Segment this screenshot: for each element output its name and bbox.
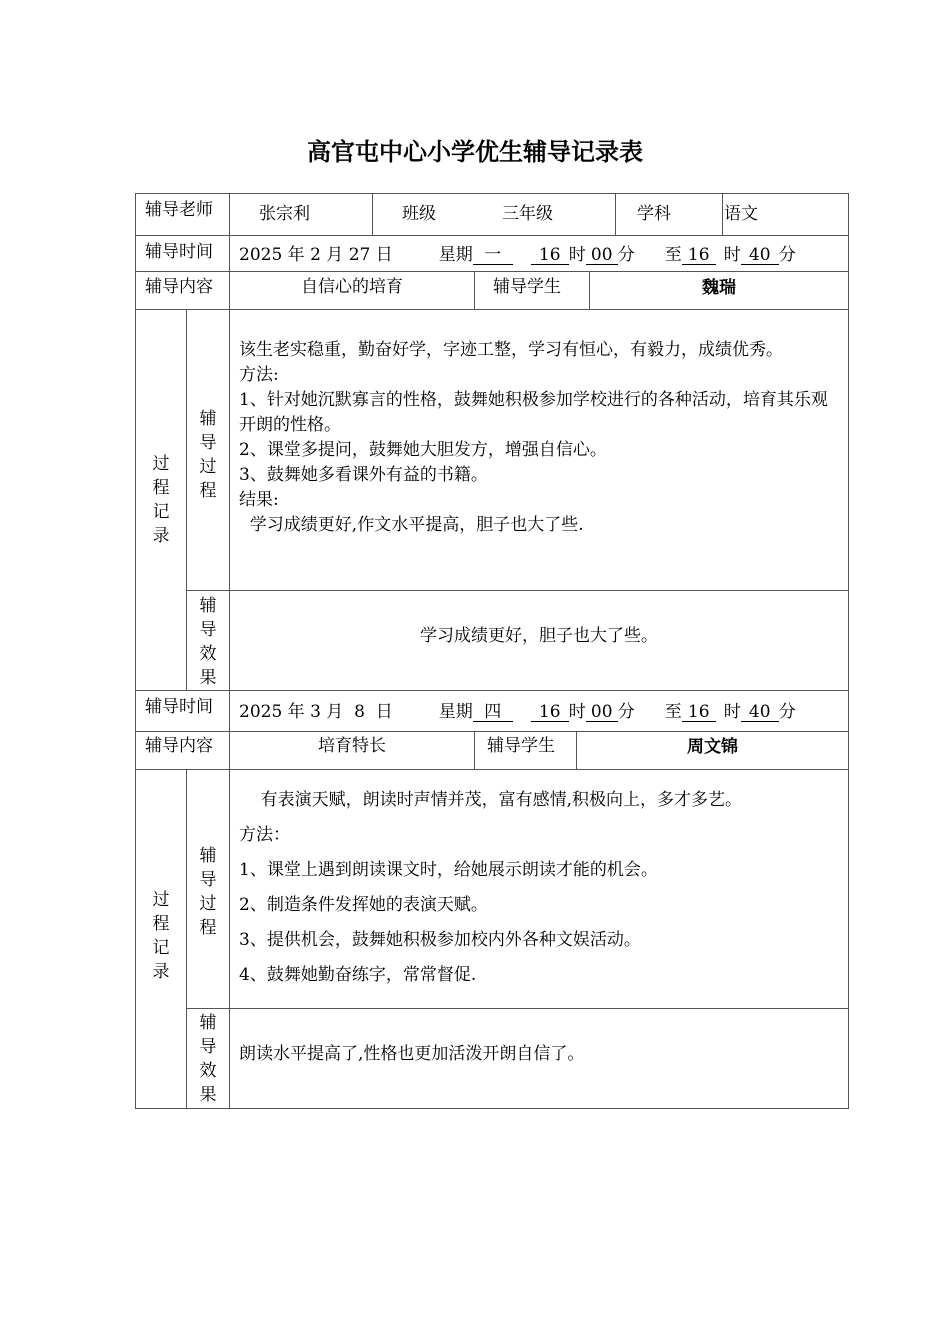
time-row-2 (239, 702, 796, 722)
subject-value: 语文 (724, 204, 758, 224)
content-label-1: 辅导内容 (145, 277, 213, 297)
class-label: 班级 (402, 204, 436, 224)
end-min-2: 40 (741, 703, 779, 722)
process-group-label-2: 过程记录 (152, 890, 170, 982)
teacher-name: 张宗利 (259, 204, 310, 224)
process-group-label-1: 过程记录 (152, 454, 170, 546)
weekday-label-1: 星期 (438, 245, 473, 265)
process-label-2: 辅导过程 (199, 846, 217, 938)
time-row-1 (239, 245, 796, 265)
min-unit-2: 分 (617, 702, 635, 722)
start-hour-1: 16 (531, 246, 569, 265)
student-2: 周文锦 (687, 737, 738, 757)
process-line: 1、课堂上遇到朗读课文时，给她展示朗读才能的机会。 (239, 860, 658, 880)
to-label-2: 至 (664, 702, 682, 722)
student-label-2: 辅导学生 (487, 736, 555, 756)
end-min-1: 40 (741, 246, 779, 265)
content-2: 培育特长 (318, 736, 386, 756)
student-label-1: 辅导学生 (493, 277, 561, 297)
min-unit-1b: 分 (778, 245, 796, 265)
record-table (135, 193, 849, 1109)
to-label-1: 至 (664, 245, 682, 265)
min-unit-2b: 分 (778, 702, 796, 722)
end-hour-2: 16 (682, 703, 716, 722)
process-line: 学习成绩更好,作文水平提高，胆子也大了些. (239, 515, 584, 535)
process-text-1 (239, 338, 841, 538)
hour-unit-2: 时 (568, 702, 586, 722)
time-label-2: 辅导时间 (145, 697, 213, 717)
date-2: 2025 年 3 月 8 日 (239, 702, 393, 722)
process-line: 1、针对她沉默寡言的性格，鼓舞她积极参加学校进行的各种活动，培育其乐观开朗的性格。 (239, 390, 828, 435)
date-1: 2025 年 2 月 27 日 (239, 245, 393, 265)
end-hour-1: 16 (682, 246, 716, 265)
class-value: 三年级 (502, 204, 553, 224)
weekday-2: 四 (473, 703, 513, 722)
effect-label-1: 辅导效果 (199, 596, 217, 688)
effect-1: 学习成绩更好，胆子也大了些。 (420, 626, 658, 646)
hour-unit-1b: 时 (723, 245, 741, 265)
min-unit-1: 分 (617, 245, 635, 265)
weekday-label-2: 星期 (438, 702, 473, 722)
process-line: 2、制造条件发挥她的表演天赋。 (239, 895, 488, 915)
process-line: 方法： (239, 825, 290, 845)
process-label-1: 辅导过程 (199, 409, 217, 501)
start-min-1: 00 (586, 246, 618, 265)
process-line: 3、提供机会，鼓舞她积极参加校内外各种文娱活动。 (239, 930, 641, 950)
weekday-1: 一 (473, 246, 513, 265)
process-line: 2、课堂多提问，鼓舞她大胆发方，增强自信心。 (239, 440, 607, 460)
content-label-2: 辅导内容 (145, 736, 213, 756)
student-1: 魏瑞 (702, 278, 736, 298)
time-label-1: 辅导时间 (145, 242, 213, 262)
page-title: 高官屯中心小学优生辅导记录表 (307, 138, 643, 166)
process-line: 3、鼓舞她多看课外有益的书籍。 (239, 465, 488, 485)
effect-label-2: 辅导效果 (199, 1013, 217, 1105)
subject-label: 学科 (637, 204, 671, 224)
process-text-2 (239, 783, 841, 993)
process-line: 有表演天赋，朗读时声情并茂，富有感情,积极向上，多才多艺。 (239, 790, 743, 810)
start-hour-2: 16 (531, 703, 569, 722)
content-1: 自信心的培育 (301, 277, 403, 297)
hour-unit-2b: 时 (723, 702, 741, 722)
process-line: 方法: (239, 365, 279, 385)
effect-2: 朗读水平提高了,性格也更加活泼开朗自信了。 (239, 1044, 585, 1064)
start-min-2: 00 (586, 703, 618, 722)
hour-unit-1: 时 (568, 245, 586, 265)
teacher-label: 辅导老师 (145, 200, 213, 220)
process-line: 4、鼓舞她勤奋练字，常常督促. (239, 965, 477, 985)
process-line: 该生老实稳重，勤奋好学，字迹工整，学习有恒心，有毅力，成绩优秀。 (239, 340, 783, 360)
process-line: 结果: (239, 490, 279, 510)
